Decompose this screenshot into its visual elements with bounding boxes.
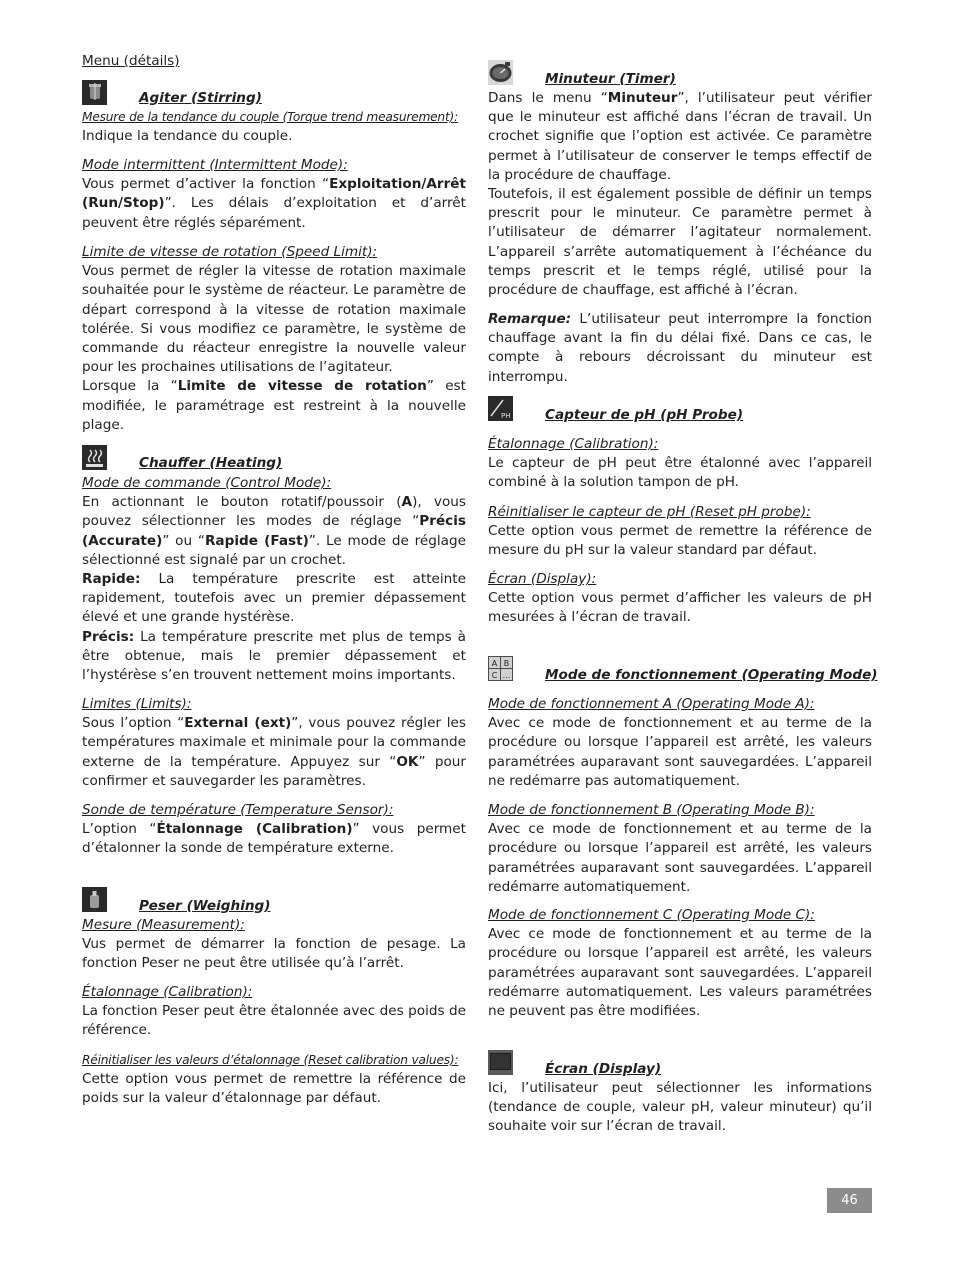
speed-limit-text-2: Lorsque la “Limite de vitesse de rotation” est modifiée, le paramétrage est restreint à la nouvelle plage. [82,378,466,433]
mode-icon-letter-c: C [491,671,498,680]
weight-icon [82,887,107,912]
speed-limit-label: Limite de vitesse de rotation (Speed Limit): [82,244,378,260]
ph-display-text: Cette option vous permet d’afficher les valeurs de pH mesurées à l’écran de travail. [488,590,872,626]
limits-block [82,695,466,791]
stirring-section [82,108,466,146]
torque-trend-text: Indique la tendance du couple. [82,128,293,145]
ph-icon-text: PH [501,412,511,420]
timer-note-block [488,310,872,387]
limits-text: Sous l’option “External (ext)”, vous pouvez régler les températures maximale et minimale pour la commande externe de la température. Appuyez sur “OK” pour confirmer et sauvegarder les paramètres. [82,715,467,789]
stirrer-icon [82,80,107,105]
display-heading: Écran (Display) [545,1061,662,1077]
weigh-calibration-label: Étalonnage (Calibration): [82,984,253,1000]
control-mode-text: En actionnant le bouton rotatif/poussoir (A), vous pouvez sélectionner les modes de réglage “Précis (Accurate)” ou “Rapide (Fast)”. Le mode de réglage sélectionné est signalé par un crochet. [82,494,466,568]
timer-text-1: Dans le menu “Minuteur”, l’utilisateur peut vérifier que le minuteur est affiché dans l’écran de travail. Un crochet signifie que l’option est activée. Ce paramètre permet à l’utilisateur de conserver le temps effectif de la procédure de chauffage. [488,90,872,183]
torque-trend-label: Mesure de la tendance du couple (Torque trend measurement): [82,110,458,124]
ph-reset-label: Réinitialiser le capteur de pH (Reset pH probe): [488,504,811,520]
reset-calibration-block [82,1051,466,1109]
operating-mode-heading: Mode de fonctionnement (Operating Mode) [545,667,878,683]
timer-text-2: Toutefois, il est également possible de définir un temps prescrit pour le minuteur. Ce paramètre permet à l’utilisateur de démarrer l’agitateur normalement. L’appareil s’arrête automatiquement à l’échéance du temps prescrit et le temps réglé, utilisé pour la procédure de chauffage, est affiché à l’écran. [488,186,872,299]
timer-note: Remarque: L’utilisateur peut interrompre la fonction chauffage avant la fin du délai fixé. Dans ce cas, le compte à rebours décroissant du minuteur est interrompu. [488,311,872,385]
timer-section [488,89,872,300]
mode-b-block [488,801,872,897]
menu-details-label: Menu (détails) [82,53,180,69]
mode-icon-ellipsis: ... [502,671,511,680]
mode-b-text: Avec ce mode de fonctionnement et au terme de la procédure ou lorsque l’appareil est arrêté, les valeurs paramétrées auparavant sont sauvegardées. L’appareil redémarre automatiquement. [488,821,872,895]
limits-label: Limites (Limits): [82,696,192,712]
speed-limit-block [82,243,466,435]
ph-heading: Capteur de pH (pH Probe) [545,407,744,423]
timer-icon [488,60,513,85]
stirring-heading: Agiter (Stirring) [139,90,262,106]
fast-mode-text: Rapide: La température prescrite est atteinte rapidement, toutefois avec un premier dépassement élevé et une grande hystérèse. [82,571,466,626]
ph-display-label: Écran (Display): [488,571,597,587]
mode-c-label: Mode de fonctionnement C (Operating Mode C): [488,907,815,923]
operating-mode-icon [488,656,513,681]
mode-a-label: Mode de fonctionnement A (Operating Mode A): [488,696,815,712]
heating-section [82,474,466,685]
mode-a-text: Avec ce mode de fonctionnement et au terme de la procédure ou lorsque l’appareil est arrêté, les valeurs paramétrées auparavant sont sauvegardées. L’appareil ne redémarre pas automatiquement. [488,715,872,789]
intermittent-mode-label: Mode intermittent (Intermittent Mode): [82,157,348,173]
measurement-label: Mesure (Measurement): [82,917,245,933]
reset-calibration-label: Réinitialiser les valeurs d’étalonnage (Reset calibration values): [82,1053,459,1067]
measurement-text: Vus permet de démarrer la fonction de pesage. La fonction Peser ne peut être utilisée qu’à l’arrêt. [82,936,466,972]
timer-heading: Minuteur (Timer) [545,71,676,87]
mode-b-label: Mode de fonctionnement B (Operating Mode B): [488,802,815,818]
ph-probe-icon [488,396,513,421]
intermittent-mode-text: Vous permet d’activer la fonction “Exploitation/Arrêt (Run/Stop)”. Les délais d’exploitation et d’arrêt peuvent être réglés séparément. [82,176,466,231]
precise-mode-text: Précis: La température prescrite met plus de temps à être obtenue, mais le premier dépassement et l’hystérèse s’en trouvent nettement moins importants. [82,628,466,684]
ph-reset-block [488,503,872,561]
weighing-heading: Peser (Weighing) [139,898,271,914]
reset-calibration-text: Cette option vous permet de remettre la référence de poids sur la valeur d’étalonnage par défaut. [82,1071,466,1107]
mode-c-block [488,906,872,1021]
intermittent-mode-block [82,156,466,233]
weighing-section [82,916,466,974]
display-section [488,1079,872,1137]
temp-sensor-text: L’option “Étalonnage (Calibration)” vous permet d’étalonner la sonde de température externe. [82,821,466,857]
weigh-calibration-block [82,983,466,1041]
ph-calibration-text: Le capteur de pH peut être étalonné avec l’appareil combiné à la solution tampon de pH. [488,455,872,491]
mode-c-text: Avec ce mode de fonctionnement et au terme de la procédure ou lorsque l’appareil est arrêté, les valeurs paramétrées auparavant sont sauvegardées. L’appareil redémarre automatiquement. Les valeurs paramétrées ne peuvent pas être modifiées. [488,926,872,1020]
mode-a-block [488,695,872,791]
ph-display-block [488,570,872,628]
weigh-calibration-text: La fonction Peser peut être étalonnée avec des poids de référence. [82,1003,466,1039]
control-mode-label: Mode de commande (Control Mode): [82,475,332,491]
heating-heading: Chauffer (Heating) [139,455,283,471]
temp-sensor-label: Sonde de température (Temperature Sensor): [82,802,394,818]
temp-sensor-block [82,801,466,859]
ph-calibration-block [488,435,872,493]
ph-reset-text: Cette option vous permet de remettre la référence de mesure du pH sur la valeur standard par défaut. [488,523,872,559]
heating-icon [82,445,107,470]
page-number: 46 [827,1188,872,1213]
ph-calibration-label: Étalonnage (Calibration): [488,436,659,452]
display-icon [488,1050,513,1075]
mode-icon-letter-b: B [503,659,510,668]
mode-icon-letter-a: A [491,659,498,668]
speed-limit-text: Vous permet de régler la vitesse de rotation maximale souhaitée pour le système de réacteur. Le paramètre de départ correspond à la vitesse de rotation maximale tolérée. Si vous modifiez ce paramètre, le système de commande du réacteur enregistre la nouvelle valeur pour les prochaines utilisations de l’agitateur. [82,263,466,376]
display-text: Ici, l’utilisateur peut sélectionner les informations (tendance de couple, valeur pH, valeur minuteur) qu’il souhaite voir sur l’écran de travail. [488,1080,872,1135]
